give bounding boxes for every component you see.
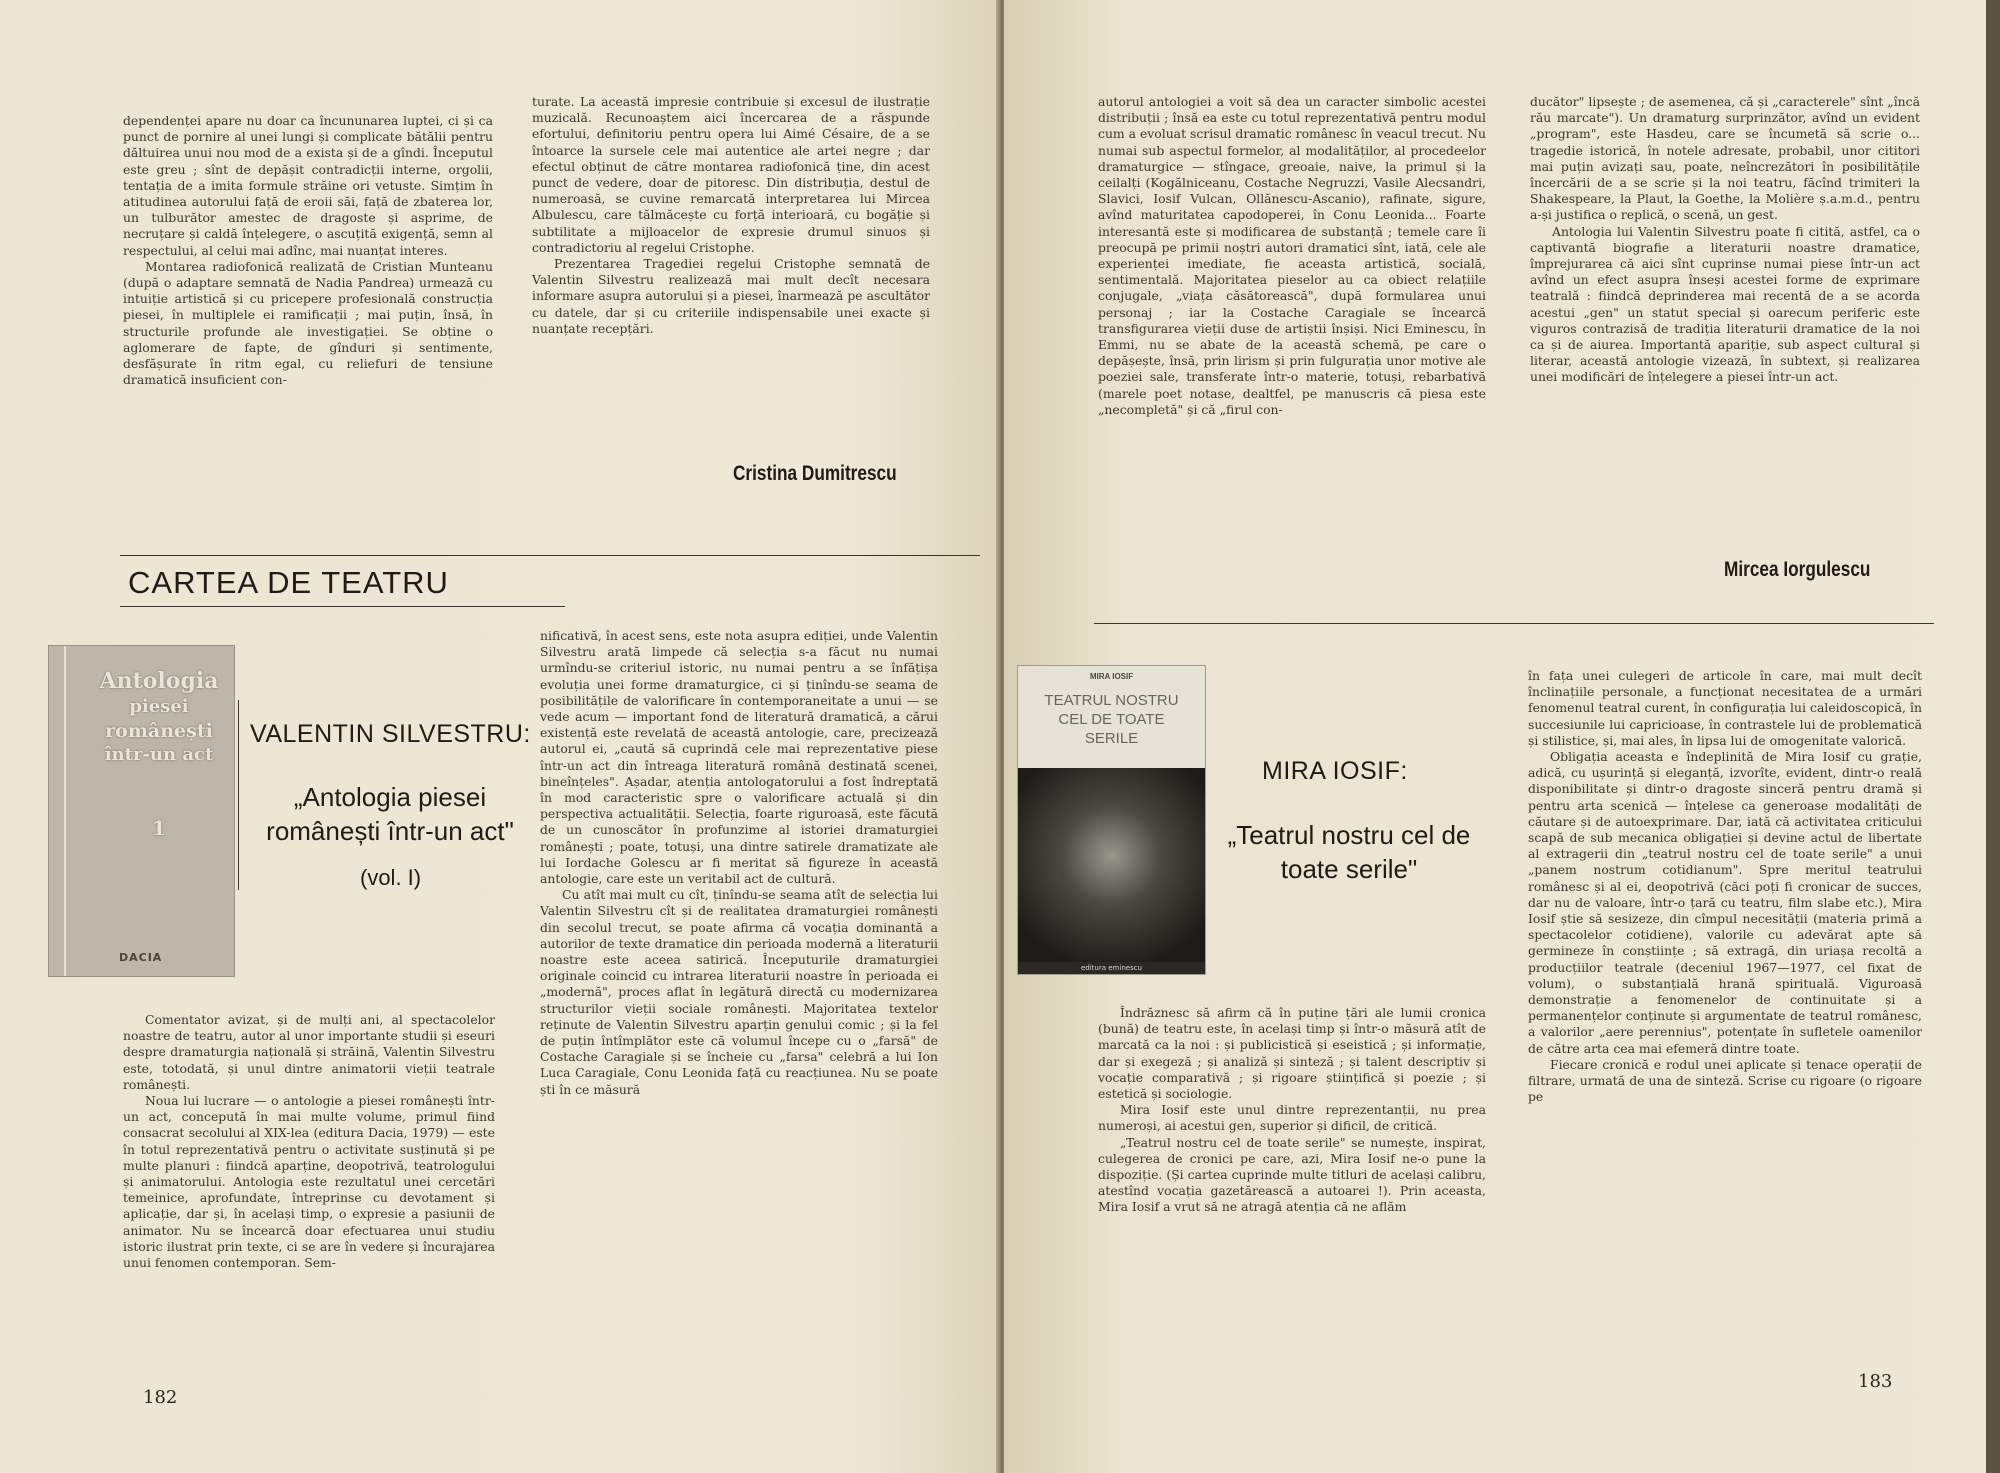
cover-volume-number: 1 — [152, 816, 166, 840]
left-top-column-2 — [532, 94, 930, 337]
paragraph: dependenței apare nu doar ca încununarea luptei, ci și ca punct de pornire al unei lungi și complicate bătălii pentru dăltuirea unui nou mod de a exista și de a gîndi. Începutul este greu ; sînt de depășit contradicții interne, orgolii, tentația de a imita formule străine ori vetuste. Simțim în atitudinea autorului față de eroii săi, față de zbaterea lor, un tulburător amestec de dragoste și asprime, de necruțare și caldă înțelegere, o ascuțită exigență, semn al respectului, al celui mai adînc, mai nuanțat interes. — [123, 113, 493, 258]
cover-line: piesei — [129, 696, 189, 717]
section-rule-right — [1094, 623, 1934, 624]
paragraph: Fiecare cronică e rodul unei aplicate și tenace operații de filtrare, urmată de una de sinteză. Scrise cu rigoare (o rigoare pe — [1528, 1056, 1922, 1105]
cover-line: într-un act — [104, 744, 214, 765]
book-title: „Antologia piesei românești într-un act" — [266, 782, 514, 846]
cover-photo — [1018, 768, 1205, 963]
left-bottom-column-1 — [123, 1012, 495, 1271]
book-cover-teatrul-nostru — [1017, 665, 1206, 975]
left-bottom-column-2 — [540, 628, 938, 1098]
cover-line: SERILE — [1084, 730, 1139, 747]
cover-line: românești — [105, 720, 213, 742]
section-rule-top — [120, 555, 980, 556]
section-rule-bottom — [120, 606, 565, 607]
paragraph: turate. La această impresie contribuie și excesul de ilustrație muzicală. Recunoaștem aici încercarea de a răspunde efortului, definitoriu pentru opera lui Aimé Césaire, de a se întoarce la sursele cele mai autentice ale artei negre ; dar efectul obținut de către montarea radiofonică ține, din acest punct de vedere, doar de pitoresc. Din distribuția, destul de numeroasă, se cuvine remarcată interpretarea lui Mircea Albulescu, care tălmăcește cu forță interioară, cu bogăție și subtilitate a mijloacelor de expresie drumul sinuos și contradictoriu al regelui Cristophe. — [532, 94, 930, 255]
paragraph: Prezentarea Tragediei regelui Cristophe semnată de Valentin Silvestru realizează mai mult decît necesara informare asupra autorului și a piesei, înarmează pe ascultător cu datele, dar și cu criteriile indispensabile unei exacte și nuanțate recepțări. — [532, 256, 930, 336]
signature-mircea-iorgulescu: Mircea Iorgulescu — [1724, 558, 1871, 581]
right-top-column-1 — [1098, 94, 1486, 418]
cover-line: TEATRUL NOSTRU — [1044, 692, 1179, 709]
right-page — [1004, 0, 2000, 1473]
signature-cristina-dumitrescu: Cristina Dumitrescu — [733, 462, 897, 485]
paragraph: Comentator avizat, și de mulți ani, al spectacolelor noastre de teatru, autor al unor importante studii și eseuri despre dramaturgia națională și străină, Valentin Silvestru este, totodată, și unul dintre animatorii vieții teatrale românești. — [123, 1012, 495, 1092]
cover-author: MIRA IOSIF — [1089, 672, 1134, 681]
paragraph: în fața unei culegeri de articole în care, mai mult decît înclinațiile personale, a funcționat necesitatea de a urmări fenomenul teatral curent, în configurația lui caleidoscopică, în succesiunile lui capricioase, în contrastele lui de problematică și stilistice, și, mai ales, în lipsa lui de omogenitate valorică. — [1528, 668, 1922, 748]
paragraph: ducător" lipsește ; de asemenea, că și „caracterele" sînt „încă rău marcate"). Un dramaturg surprinzător, avînd un evident „program", este Hasdeu, care se încumetă să scrie o... tragedie istorică, în notele adresate, probabil, unor cititori mai puțin avizați sau, poate, neîncrezători în posibilitățile încercării de a se scrie și la noi teatru, făcînd trimiteri la Shakespeare, la Plaut, la Goethe, la Molière ș.a.m.d., pentru a-și justifica o replică, o scenă, un gest. — [1530, 94, 1920, 223]
page-number-left: 182 — [143, 1387, 178, 1408]
book-cover-antologia — [48, 645, 235, 977]
right-bottom-column-2 — [1528, 668, 1922, 1105]
paragraph: Montarea radiofonică realizată de Cristian Munteanu (după o adaptare semnată de Nadia Pandrea) urmează cu intuiție artistică și cu pricepere profesională construcția piesei, în multiplele ei ramificații ; mai puțin, însă, în structurile profunde ale investigației. Se obține o aglomerare de fapte, de gînduri și sentimente, desfășurate în ritm egal, cu reliefuri de tensiune dramatică insuficient con- — [123, 258, 493, 388]
cover-publisher: editura eminescu — [1018, 962, 1205, 974]
cover-line: CEL DE TOATE — [1058, 711, 1165, 728]
cover-stripe — [64, 646, 66, 976]
paragraph: Îndrăznesc să afirm că în puține țări ale lumii cronica (bună) de teatru este, în același timp și într-o măsură atît de marcată ca la noi : și publicistică și eseistică ; și informație, dar și exegeză ; și analiză și sinteză ; și talent descriptiv și vocație comparativă ; și rigoare științifică și poezie ; și estetică și sociologie. — [1098, 1005, 1486, 1102]
paragraph: Mira Iosif este unul dintre reprezentanții, nu prea numeroși, ai acestui gen, superior și dificil, de critică. — [1098, 1102, 1486, 1134]
book-title: „Teatrul nostru cel de toate serile" — [1227, 820, 1471, 884]
paragraph: Obligația aceasta e îndeplinită de Mira Iosif cu grație, adică, cu ușurință și eleganță, izvorîte, evident, dintr-o reală disponibilitate și dintr-o dragoste sinceră pentru dramă și pentru arta scenică — înțelese ca generoase modalități de căutare și de autoexprimare. Dar, iată că activitatea criticului scapă de sub mecanica obligației și devine actul de libertate al extragerii din „teatrul nostru cel de toate serile" a unui „panem nostrum cotidianum". Spre meritul teatrului românesc și al ei, deopotrivă (căci poți fi cronicar de succes, dar nu de valoare, într-o țară cu teatru, film slabe etc.), Mira Iosif știe să sesizeze, din cîmpul necesității (materia primă a spectacolelor cotidiene), valorile cu adevărat apte să germineze în conștiințe ; să extragă, din uriașa recoltă a producțiilor teatrale (deceniul 1967—1977, cel fixat de volum), o substanțială hrană spirituală. Viguroasă demonstrație a fenomenelor de continuitate și a permanențelor conținute și argumentate de teatrul românesc, a valorilor „aere perennius", potențate în sufletele oamenilor de către arta cea mai efemeră dintre toate. — [1528, 749, 1922, 1056]
paragraph: Noua lui lucrare — o antologie a piesei românești într-un act, concepută în mai multe volume, primul fiind consacrat secolului al XIX-lea (editura Dacia, 1979) — este în totul reprezentativă pentru o activitate susținută și pe multe planuri : fiindcă aparține, deopotrivă, teatrologului și animatorului. Antologia este rezultatul unei cercetări temeinice, aprofundate, întreprinse cu devotament și aplicație, dar și, în același timp, o expresie a pasiunii de animator. Nu se încearcă doar efectuarea unui studiu istoric ilustrat prin texte, ci se are în vedere și încurajarea unui fenomen contemporan. Sem- — [123, 1093, 495, 1271]
right-top-column-2 — [1530, 94, 1920, 386]
paragraph: „Teatrul nostru cel de toate serile" se numește, inspirat, culegerea de cronici pe care, azi, Mira Iosif ne-o pune la dispoziție. (Și cartea cuprinde multe titluri de același calibru, atestînd vocația gazetărească a autoarei !). Prin aceasta, Mira Iosif a vrut să ne atragă atenția că ne aflăm — [1098, 1134, 1486, 1215]
left-top-column-1 — [123, 113, 493, 388]
paragraph: Cu atît mai mult cu cît, ținîndu-se seama atît de selecția lui Valentin Silvestru cît și de realitatea dramaturgiei românești din secolul trecut, se poate afirma că vocația dominantă a autorilor de texte dramatice din perioada modernă a literaturii noastre este aceea satirică. Începuturile dramaturgiei originale coincid cu intrarea literaturii noastre în perioada ei „modernă", proces aflat în legătură directă cu modernizarea structurilor vieții sociale românești. Majoritatea textelor reținute de Valentin Silvestru aparțin genului comic ; și la fel de puțin întîmplător este că volumul începe cu o „farsă" de Costache Caragiale și se încheie cu „farsa" celebră a lui Ion Luca Caragiale, Conu Leonida față cu reacțiunea. Nu se poate ști în ce măsură — [540, 887, 938, 1097]
paragraph: Antologia lui Valentin Silvestru poate fi citită, astfel, ca o captivantă biografie a literaturii noastre dramatice, împrejurarea că aici sînt cuprinse numai piese într-un act avînd un efect asupra înseși acestei forme de exprimare teatrală : fiindcă deprinderea mai recentă de a se acorda acestui „gen" un statut special și oarecum periferic este viguros contrazisă de tradiția literaturii dramatice de la noi ca și de aiurea. Importantă apariție, sub aspect cultural și literar, această antologie vizează, în subtext, și realizarea unei modificări de înțelegere a piesei într-un act. — [1530, 223, 1920, 385]
cover-publisher: DACIA — [119, 951, 163, 964]
paragraph: autorul antologiei a voit să dea un caracter simbolic acestei distribuții ; însă ea este cu totul reprezentativă pentru modul cum a evoluat scrisul dramatic românesc în veacul trecut. Nu numai sub aspectul formelor, al modalităților, al procedeelor dramaturgice — stîngace, greoaie, naive, la primul și la ceilalți (Kogălniceanu, Costache Negruzzi, Vasile Alecsandri, Slavici, Iosif Vulcan, Ollănescu-Ascanio), rafinate, sigure, avînd maturitatea capodoperei, în Conu Leonida... Foarte interesantă este și modificarea de substanță ; temele care îi preocupă pe primii noștri autori dramatici sînt, iată, cele ale experienței imediate, fie aceasta artistică, socială, sentimentală. Majoritatea pieselor au ca obiect relațiile conjugale, „viața căsătorească", după formularea unui personaj ; iar la Costache Caragiale se încearcă transfigurarea vieții duse de artiștii înșiși. Nici Eminescu, în Emmi, nu se abate de la această schemă, pe care o depășește, însă, prin lirism și prin fulgurația unor motive ale poeziei sale, transferate într-o materie, totuși, rebarbativă (marele poet notase, dealtfel, pe manuscris că piesa este „necompletă" și că „firul con- — [1098, 94, 1486, 417]
author-heading: VALENTIN SILVESTRU: — [250, 720, 531, 748]
page-number-right: 183 — [1858, 1371, 1893, 1392]
author-heading: MIRA IOSIF: — [1262, 757, 1408, 785]
section-title: CARTEA DE TEATRU — [128, 565, 449, 600]
volume-label: (vol. I) — [360, 865, 422, 890]
page-edge — [1986, 0, 2000, 1473]
paragraph: nificativă, în acest sens, este nota asupra ediției, unde Valentin Silvestru arată limpede că selecția s-a făcut nu numai urmîndu-se criteriul istoric, nu numai pentru a se înfățișa evoluția unei forme dramaturgice, ci și ținîndu-se seama de posibilitățile de valorificare în contemporaneitate a unui — se vede acum — important fond de literatură dramatică, a cărui existență este revelată de această antologie, care, precizează autorul ei, „caută să cuprindă cele mai reprezentative piese într-un act din întreaga literatură română destinată scenei, bineînțeles". Așadar, atenția antologatorului a fost îndreptată în mod caracteristic spre o valorificare actuală și din perspectiva actualității. Selecția, foarte riguroasă, este făcută de un cunoscător în profunzime al istoriei dramaturgiei românești ; poate, totuși, una dintre satirele dramatizate ale lui Iordache Golescu ar fi meritat să figureze în această antologie, care este un veritabil act de cultură. — [540, 628, 938, 887]
right-bottom-column-1 — [1098, 1005, 1486, 1216]
heading-divider — [238, 700, 239, 890]
cover-line: Antologia — [99, 668, 219, 694]
